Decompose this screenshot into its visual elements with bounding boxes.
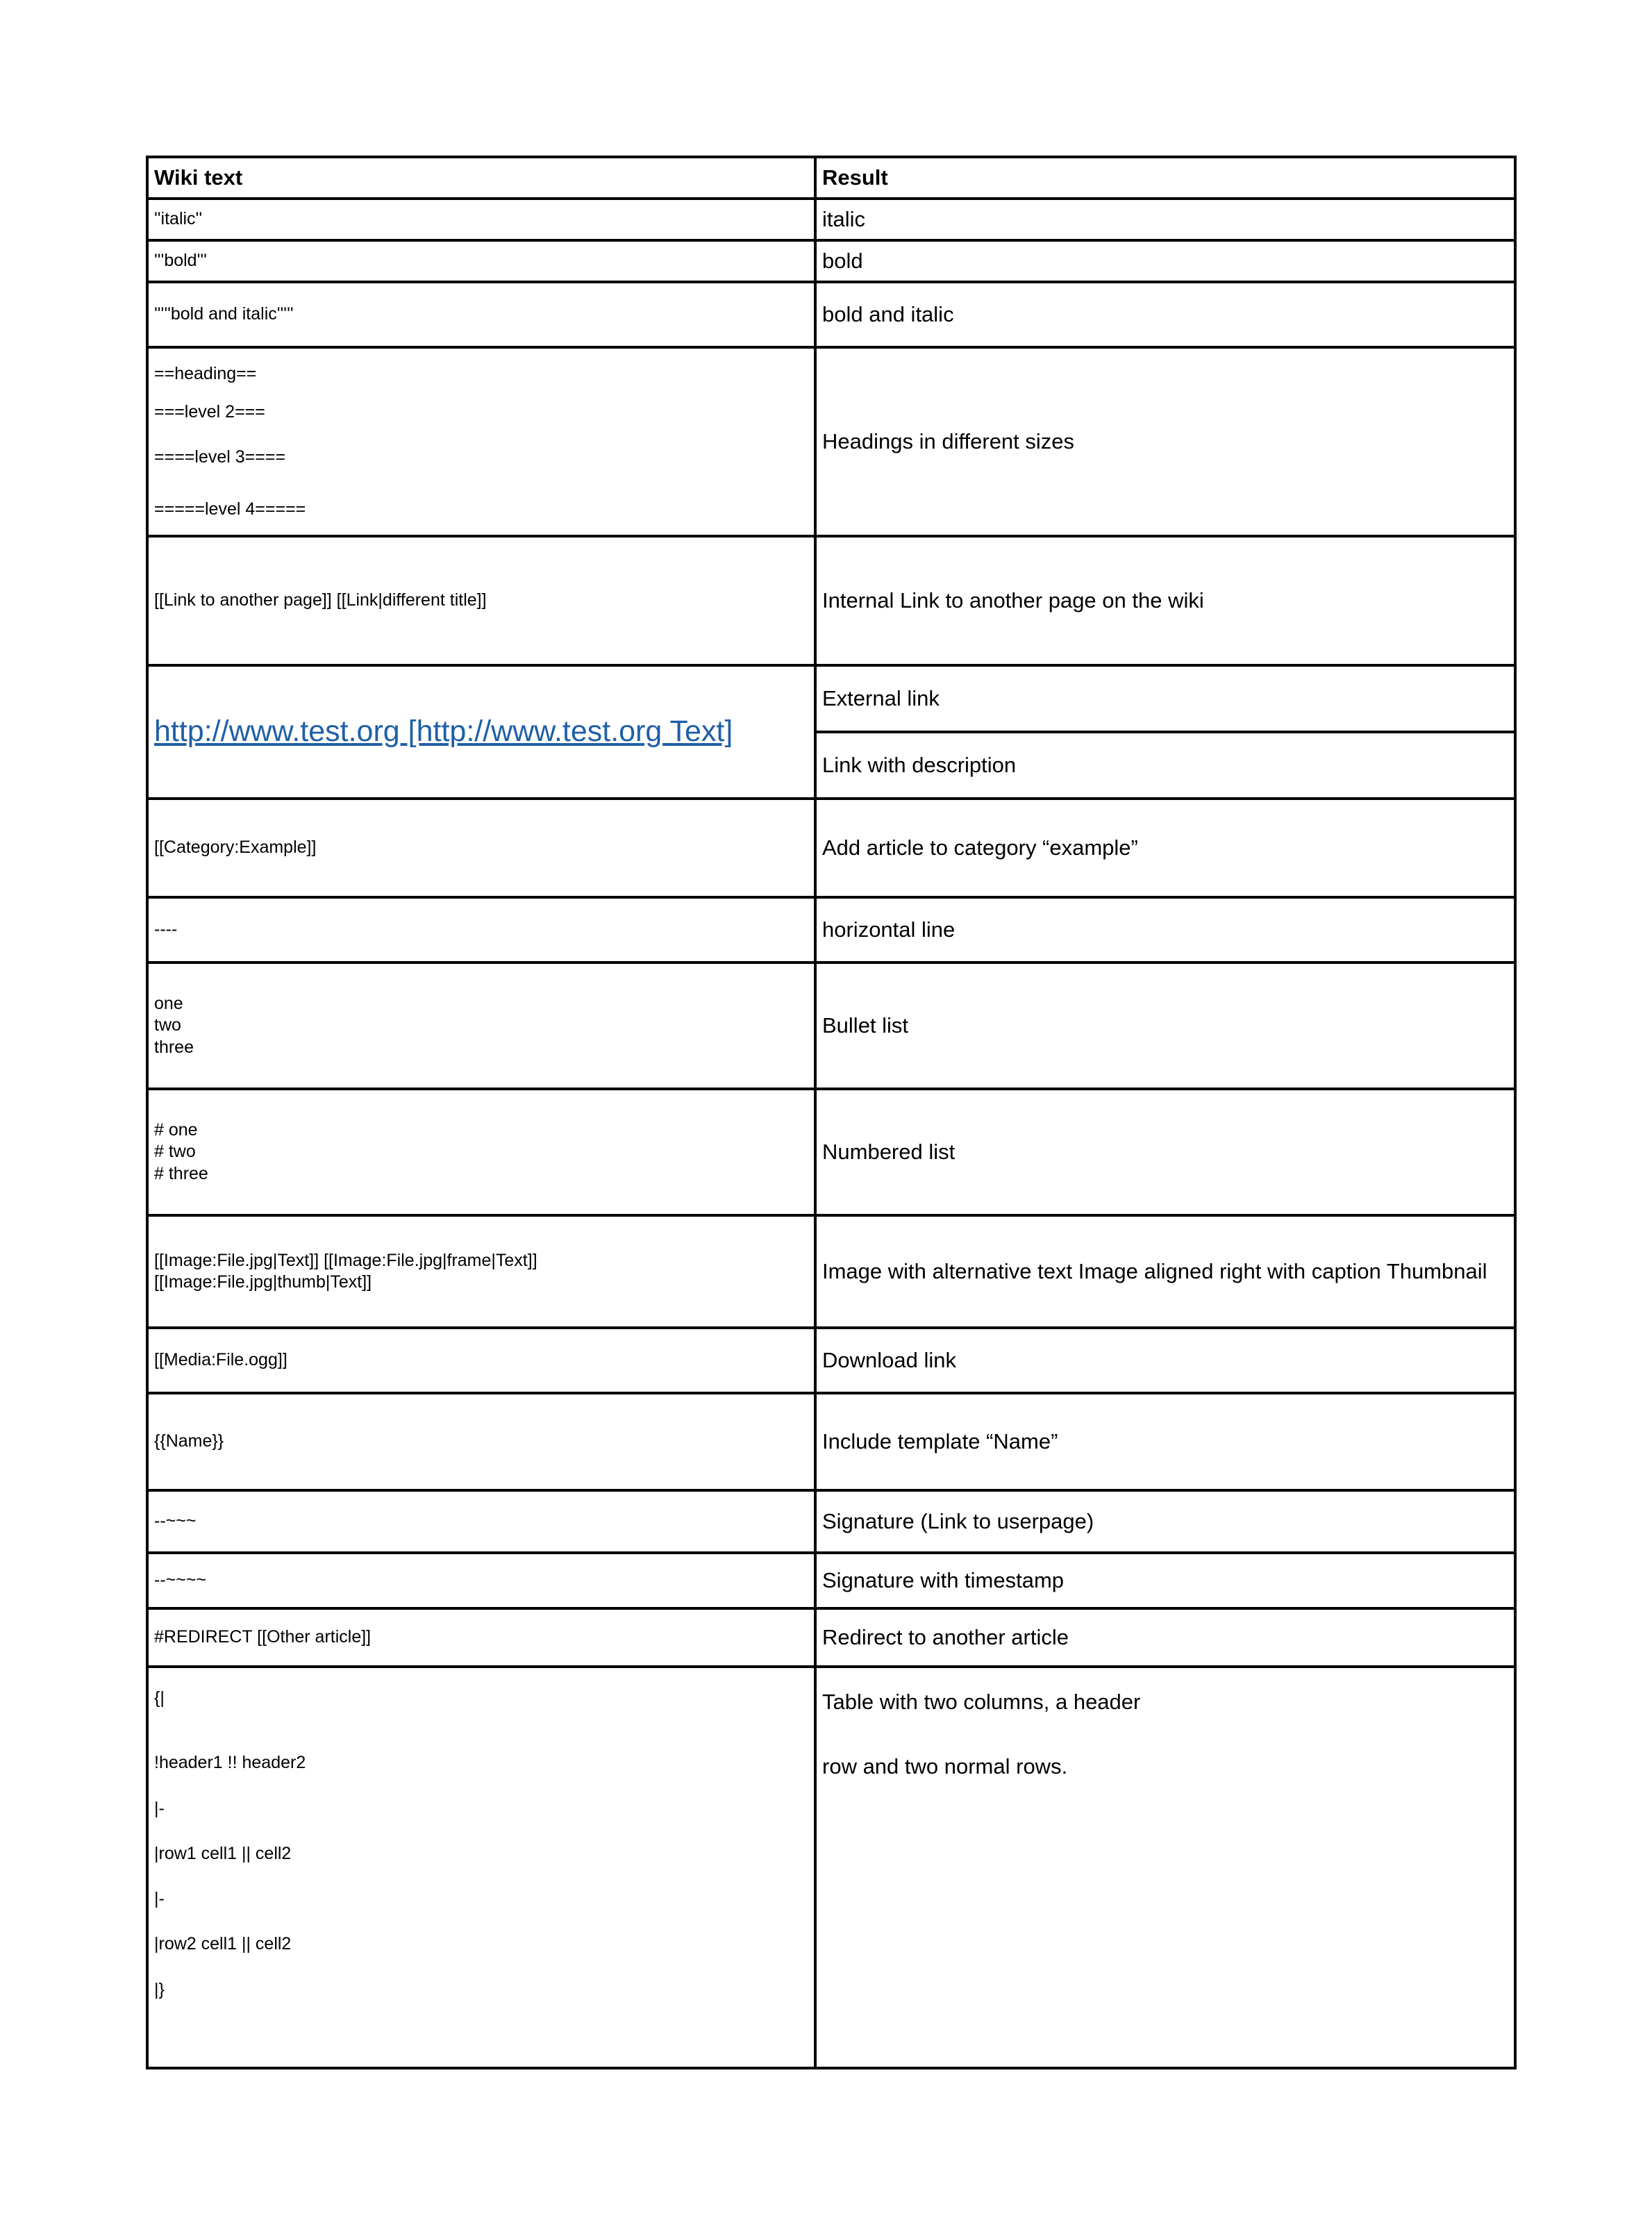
result-cell: Internal Link to another page on the wiki	[815, 536, 1515, 665]
wiki-cell	[147, 1089, 815, 1215]
result-cell: Add article to category “example”	[815, 799, 1515, 897]
table-row	[147, 1667, 1515, 2068]
result-cell: italic	[815, 199, 1515, 240]
result-cell: Signature (Link to userpage)	[815, 1490, 1515, 1553]
table-header-row	[147, 157, 1515, 199]
result-cell: Bullet list	[815, 963, 1515, 1089]
wiki-cell: ----	[147, 897, 815, 963]
result-cell-external-link: External link	[815, 665, 1515, 732]
wiki-syntax-table	[146, 156, 1517, 2069]
wiki-cell: [[Category:Example]]	[147, 799, 815, 897]
result-cell: horizontal line	[815, 897, 1515, 963]
wiki-line: one	[154, 994, 183, 1014]
table-row	[147, 897, 1515, 963]
wiki-line: ====level 3====	[154, 447, 286, 467]
wiki-line: !header1 !! header2	[154, 1753, 306, 1773]
wiki-cell	[147, 665, 815, 799]
header-wiki-text: Wiki text	[147, 157, 815, 199]
table-row	[147, 199, 1515, 240]
wiki-cell: --~~~	[147, 1490, 815, 1553]
result-line: Table with two columns, a header	[822, 1690, 1141, 1714]
wiki-cell	[147, 1215, 815, 1328]
table-row	[147, 963, 1515, 1089]
wiki-cell: [[Media:File.ogg]]	[147, 1328, 815, 1393]
wiki-line: ===level 2===	[154, 401, 265, 422]
result-cell: Headings in different sizes	[815, 347, 1515, 536]
table-row	[147, 1393, 1515, 1490]
table-row	[147, 536, 1515, 665]
result-cell: Include template “Name”	[815, 1393, 1515, 1490]
table-row	[147, 1328, 1515, 1393]
wiki-line: two	[154, 1015, 181, 1035]
wiki-line: ==heading==	[154, 363, 257, 383]
wiki-line: # three	[154, 1163, 208, 1183]
wiki-line: |-	[154, 1798, 165, 1818]
result-cell: Redirect to another article	[815, 1608, 1515, 1667]
wiki-cell	[147, 347, 815, 536]
result-cell: Download link	[815, 1328, 1515, 1393]
wiki-line: |-	[154, 1889, 165, 1908]
wiki-cell: '''''bold and italic'''''	[147, 282, 815, 347]
header-result: Result	[815, 157, 1515, 199]
table-row	[147, 1490, 1515, 1553]
wiki-line: |row2 cell1 || cell2	[154, 1934, 292, 1954]
wiki-cell: [[Link to another page]] [[Link|different title]]	[147, 536, 815, 665]
wiki-cell	[147, 963, 815, 1089]
table-row	[147, 799, 1515, 897]
table-row	[147, 1089, 1515, 1215]
result-cell	[815, 1667, 1515, 2068]
table-row	[147, 1215, 1515, 1328]
wiki-line: [[Image:File.jpg|Text]] [[Image:File.jpg|frame|Text]]	[154, 1250, 537, 1270]
table-row	[147, 1553, 1515, 1608]
external-link[interactable]: http://www.test.org [http://www.test.org Text]	[154, 715, 733, 749]
table-row	[147, 665, 1515, 732]
wiki-line: =====level 4=====	[154, 499, 306, 519]
wiki-cell: ''italic''	[147, 199, 815, 240]
table-row	[147, 347, 1515, 536]
result-cell-link-description: Link with description	[815, 732, 1515, 799]
table-row	[147, 240, 1515, 282]
wiki-line: |row1 cell1 || cell2	[154, 1843, 292, 1863]
result-line: row and two normal rows.	[822, 1753, 1068, 1778]
table-row	[147, 1608, 1515, 1667]
wiki-cell: '''bold'''	[147, 240, 815, 282]
wiki-line: # one	[154, 1120, 198, 1140]
wiki-line: {|	[154, 1688, 165, 1708]
wiki-cell: --~~~~	[147, 1553, 815, 1608]
result-cell: bold	[815, 240, 1515, 282]
wiki-line: |}	[154, 1979, 165, 1999]
wiki-line: # two	[154, 1142, 196, 1162]
wiki-cell: {{Name}}	[147, 1393, 815, 1490]
wiki-line: [[Image:File.jpg|thumb|Text]]	[154, 1272, 372, 1292]
wiki-cell: #REDIRECT [[Other article]]	[147, 1608, 815, 1667]
wiki-line: three	[154, 1037, 194, 1057]
result-cell: bold and italic	[815, 282, 1515, 347]
wiki-cell	[147, 1667, 815, 2068]
result-cell: Signature with timestamp	[815, 1553, 1515, 1608]
table-row	[147, 282, 1515, 347]
result-cell: Numbered list	[815, 1089, 1515, 1215]
result-cell: Image with alternative text Image aligned right with caption Thumbnail	[815, 1215, 1515, 1328]
